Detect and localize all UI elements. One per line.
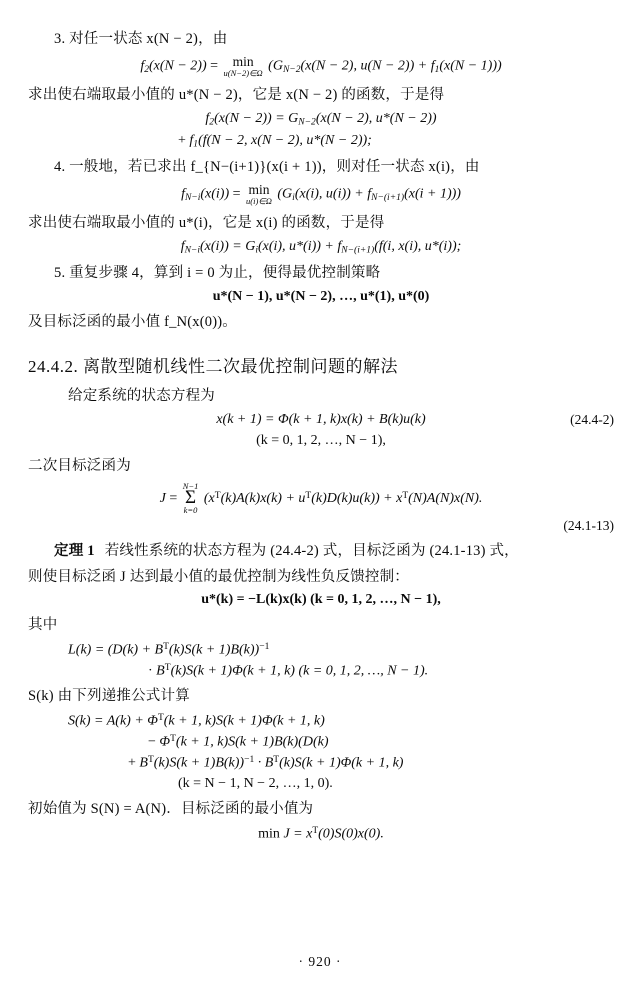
- equation-f2-expanded-line2: + $f_1(f(N - 2$, x(N − 2), u*(N − 2));: [178, 133, 372, 150]
- paragraph-6: 给定系统的状态方程为: [68, 387, 215, 404]
- equation-S-line1: $S(k) = A(k) + \Phi^T(k + 1$, k)S(k + 1)Φ(k + 1, k): [68, 712, 325, 728]
- equation-L-line2: · $B^T(k)S(k + 1)\Phi(k + 1$, k) (k = 0, 1, 2, …, N − 1).: [148, 662, 429, 679]
- equation-optimal-policy: u*(N − 1), u*(N − 2), …, u*(1), u*(0): [212, 289, 430, 305]
- paragraph-item-4: 4. 一般地，若已求出 f_{N−(i+1)}(x(i + 1))，则对任一状态 x(i)，由: [54, 158, 480, 175]
- equation-f2-min: $f_2(x(N - 2)) = \min$ u(N−2)∈Ω ($G_{N-2}(x(N - 2)$, $u(N - 2)) + f_1(x(N - 1))$): [140, 54, 502, 79]
- paragraph-9: S(k) 由下列递推公式计算: [28, 688, 190, 705]
- theorem-1-line2: 则使目标泛函 J 达到最小值的最优控制为线性负反馈控制：: [28, 569, 409, 586]
- theorem-label: 定理 1: [54, 542, 95, 559]
- paragraph-item-3: 3. 对任一状态 x(N − 2)，由: [54, 31, 228, 47]
- paragraph-7: 二次目标泛函为: [28, 458, 131, 475]
- equation-state-range: (k = 0, 1, 2, …, N − 1),: [256, 433, 386, 449]
- paragraph-item-5: 5. 重复步骤 4，算到 i = 0 为止，便得最优控制策略: [54, 264, 381, 281]
- theorem-1-line1: 定理 1 若线性系统的状态方程为 (24.4-2) 式，目标泛函为 (24.1-13) 式，: [54, 542, 519, 559]
- equation-cost-functional: J = N−1 Σ k=0 $(x^T(k)A(k)x(k) + u^T(k)D(k)u(k)) + x^T(N)A(N)x(N)$.: [159, 480, 483, 516]
- page-number: · 920 ·: [298, 954, 342, 969]
- paragraph-3a: 求出使右端取最小值的 u*(N − 2)，它是 x(N − 2) 的函数，于是得: [28, 86, 445, 103]
- min-operator: min u(N−2)∈Ω: [223, 54, 263, 79]
- equation-f2-expanded-line1: $f_2(x(N - 2)) = G_{N-2}(x(N - 2)$, u*(N − 2)): [205, 111, 437, 129]
- equation-L-line1: $L(k) = (D(k) + B^T(k)S(k + 1)B(k))^{-1}$: [68, 641, 270, 657]
- equation-min-J: $\min J = x^T(0)S(0)x(0)$.: [258, 825, 384, 842]
- summation-operator: N−1 Σ k=0: [182, 480, 199, 516]
- equation-S-line3: + $B^T(k)S(k + 1)B(k))^{-1} \cdot B^T(k)S(k + 1)\Phi(k + 1$, k): [128, 755, 404, 771]
- equation-number-24-4-2: (24.4-2): [570, 412, 614, 428]
- equation-S-range: (k = N − 1, N − 2, …, 1, 0).: [178, 776, 333, 792]
- equation-optimal-control: u*(k) = −L(k)x(k) (k = 0, 1, 2, …, N − 1),: [201, 592, 441, 608]
- equation-number-24-1-13: (24.1-13): [563, 517, 614, 533]
- paragraph-8: 其中: [28, 617, 58, 634]
- paragraph-4a: 求出使右端取最小值的 u*(i)，它是 x(i) 的函数，于是得: [28, 214, 385, 231]
- paragraph-5a: 及目标泛函的最小值 f_N(x(0))。: [28, 314, 237, 331]
- equation-fNi-min: $f_{N-i}(x(i)) = \min$ u(i)∈Ω ($G_i(x(i)$, $u(i)) + f_{N-(i+1)}(x(i + 1))$): [181, 182, 461, 207]
- equation-fNi-expanded: $f_{N-i}(x(i)) = G_i(x(i)$, $u*(i)) + f_{N-(i+1)}(f(i$, x(i), u*(i));: [180, 239, 462, 256]
- equation-state: x(k + 1) = Φ(k + 1, k)x(k) + B(k)u(k) (24.4-2): [216, 412, 614, 428]
- page-content: [28, 22, 614, 847]
- paragraph-10: 初始值为 S(N) = A(N)．目标泛函的最小值为: [28, 801, 314, 818]
- min-operator-2: min u(i)∈Ω: [246, 182, 272, 207]
- section-heading: 24.4.2. 离散型随机线性二次最优控制问题的解法: [28, 356, 398, 376]
- equation-S-line2: − $\Phi^T(k + 1$, k)S(k + 1)B(k)(D(k): [148, 733, 329, 750]
